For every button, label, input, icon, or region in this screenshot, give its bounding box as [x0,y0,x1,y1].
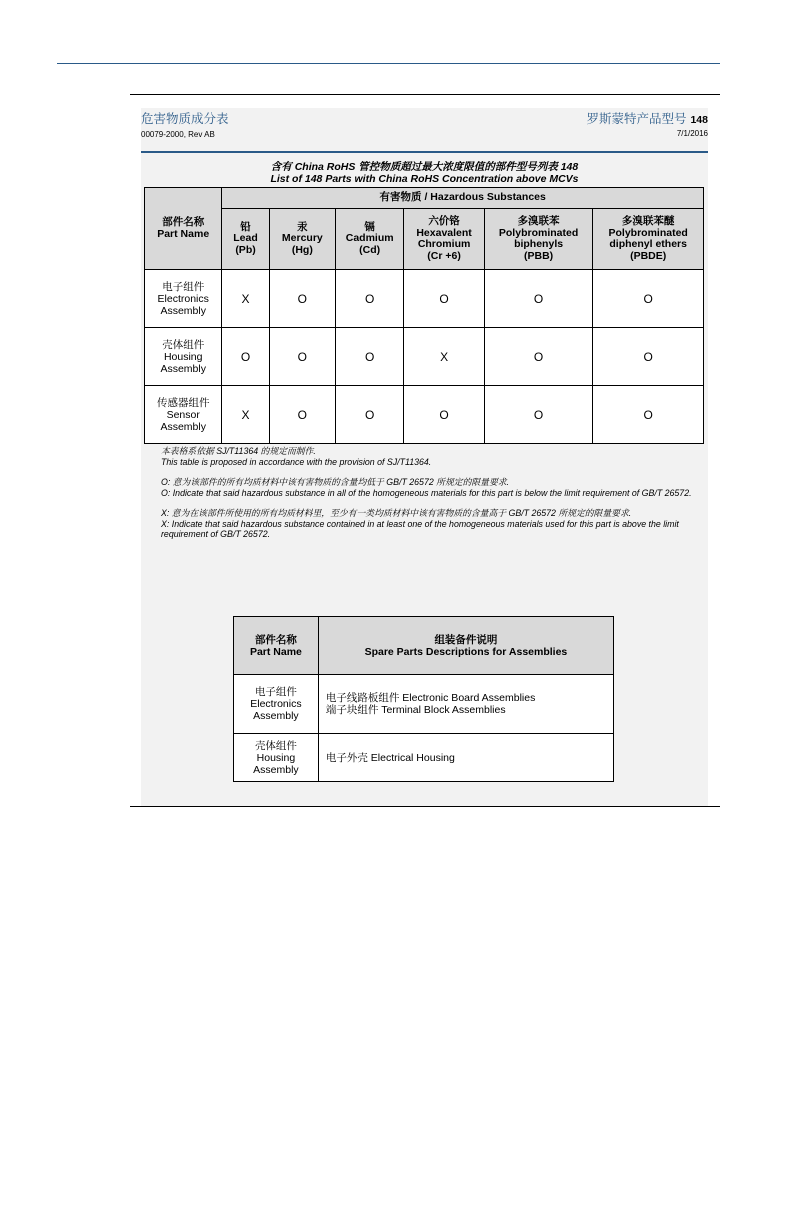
table-row [145,328,704,386]
mark-cell: O [484,270,593,328]
col-header-pbde: 多溴联苯醚 Polybrominated diphenyl ethers (PBDE) [593,209,704,270]
spare-part-name-header: 部件名称 Part Name [234,617,319,675]
row-description: 电子线路板组件 Electronic Board Assemblies 端子块组件 Terminal Block Assemblies [318,675,613,734]
mark-cell: X [404,328,484,386]
row-part-name: 电子组件 Electronics Assembly [234,675,319,734]
mark-cell: O [484,386,593,444]
col-header-pbb: 多溴联苯 Polybrominated biphenyls (PBB) [484,209,593,270]
page-top-rule [57,63,720,64]
table-notes [161,446,706,540]
hazard-group-header: 有害物质 / Hazardous Substances [222,188,704,209]
row-part-name: 电子组件 Electronics Assembly [145,270,222,328]
model-number: 148 [690,114,708,126]
mark-cell: O [593,270,704,328]
hazard-substance-table [144,187,704,444]
doc-date: 7/1/2016 [676,129,708,138]
mark-cell: O [593,328,704,386]
doc-header-left [141,109,229,139]
note-3-en: X: Indicate that said hazardous substance contained in at least one of the homogeneous materials used for this part is above the limit requirement of GB/T 26572. [161,518,679,539]
note-2-zh: O: 意为该部件的所有均质材料中该有害物质的含量均低于 GB/T 26572 所规定的限量要求. [161,477,509,487]
spare-desc-header: 组装备件说明 Spare Parts Descriptions for Assemblies [318,617,613,675]
doc-number: 00079-2000, Rev AB [141,130,215,139]
mark-cell: X [222,270,269,328]
table-row [145,386,704,444]
doc-title: 危害物质成分表 [141,112,229,126]
content-top-rule [130,94,720,95]
row-part-name: 壳体组件 Housing Assembly [145,328,222,386]
mark-cell: O [404,386,484,444]
mark-cell: O [336,270,404,328]
doc-header-right [586,109,708,138]
note-3-zh: X: 意为在该部件所使用的所有均质材料里，至少有一类均质材料中该有害物质的含量高于 GB/T 26572 所规定的限量要求. [161,508,632,518]
row-part-name: 壳体组件 Housing Assembly [234,734,319,782]
model-line [586,109,708,127]
spare-parts-table [233,616,614,782]
table-title-en: List of 148 Parts with China RoHS Concentration above MCVs [270,173,579,185]
mark-cell: O [222,328,269,386]
note-2-en: O: Indicate that said hazardous substance in all of the homogeneous materials for this part is below the limit requirement of GB/T 26572. [161,487,692,498]
note-1-zh: 本表格系依据 SJ/T11364 的规定而制作. [161,446,316,456]
content-bottom-rule [130,806,720,807]
note-1-en: This table is proposed in accordance with the provision of SJ/T11364. [161,456,432,467]
table-title-zh: 含有 China RoHS 管控物质超过最大浓度限值的部件型号列表 148 [270,161,579,173]
mark-cell: O [484,328,593,386]
table-row [145,270,704,328]
mark-cell: O [269,328,335,386]
table-row [234,675,614,734]
mark-cell: O [336,386,404,444]
mark-cell: O [269,386,335,444]
mark-cell: O [269,270,335,328]
model-label: 罗斯蒙特产品型号 [586,112,687,126]
part-name-header: 部件名称 Part Name [145,188,222,270]
mark-cell: O [404,270,484,328]
table-title [141,161,708,185]
mark-cell: O [593,386,704,444]
row-description: 电子外壳 Electrical Housing [318,734,613,782]
col-header-lead: 铅 Lead (Pb) [222,209,269,270]
col-header-mercury: 汞 Mercury (Hg) [269,209,335,270]
mark-cell: O [336,328,404,386]
table-row [234,734,614,782]
header-blue-rule [141,151,708,153]
col-header-chromium: 六价铬 Hexavalent Chromium (Cr +6) [404,209,484,270]
mark-cell: X [222,386,269,444]
row-part-name: 传感器组件 Sensor Assembly [145,386,222,444]
col-header-cadmium: 镉 Cadmium (Cd) [336,209,404,270]
